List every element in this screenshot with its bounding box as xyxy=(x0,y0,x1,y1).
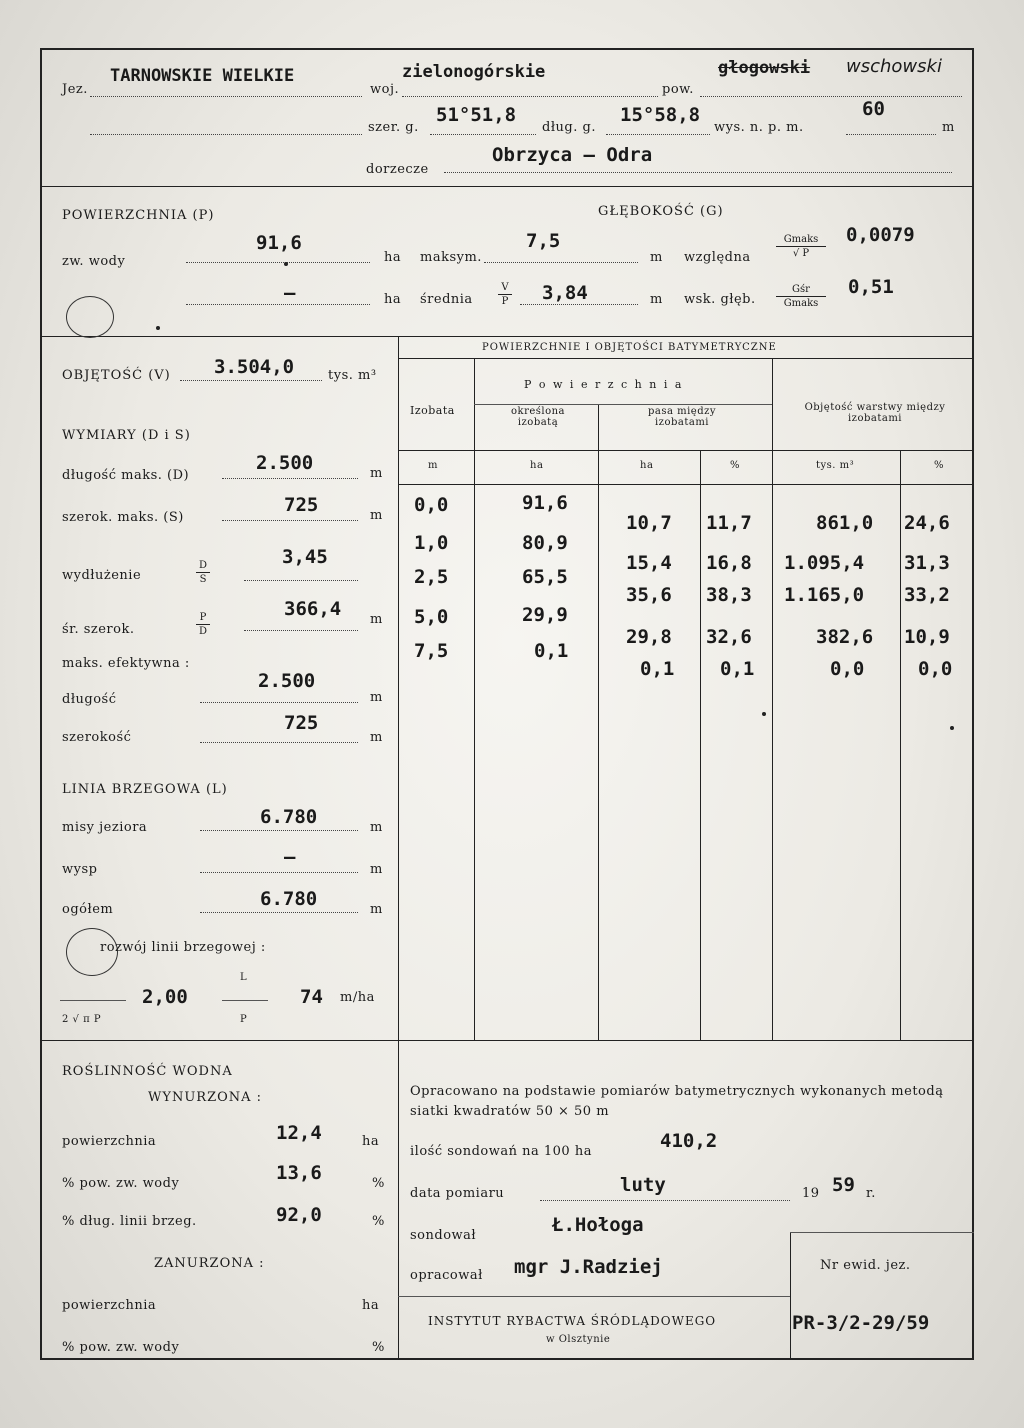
submerged-pct-label: % pow. zw. wody xyxy=(62,1340,180,1355)
area-1: 80,9 xyxy=(522,532,568,554)
development-label: rozwój linii brzegowej : xyxy=(100,940,266,955)
submerged-pct-unit: % xyxy=(372,1340,385,1355)
frac-gmaks: Gmaks xyxy=(783,298,819,309)
emergent-pct-area-label: % pow. zw. wody xyxy=(62,1176,180,1191)
basin: Obrzyca – Odra xyxy=(492,144,653,166)
bowl-shoreline: 6.780 xyxy=(260,806,318,828)
lake-name: TARNOWSKIE WIELKIE xyxy=(110,66,295,86)
mean-width-label: śr. szerok. xyxy=(62,622,135,637)
survey-date-label: data pomiaru xyxy=(410,1186,505,1201)
shoreline-title: LINIA BRZEGOWA (L) xyxy=(62,782,228,797)
survey-year: 59 xyxy=(832,1174,855,1196)
max-length-label: długość maks. (D) xyxy=(62,468,190,483)
band-ha-4: 0,1 xyxy=(640,658,675,680)
divider-vertical-main xyxy=(398,336,399,1040)
vol-pct-3: 10,9 xyxy=(904,626,950,648)
submerged-area-unit: ha xyxy=(362,1298,380,1313)
frac-numerator: Gmaks xyxy=(783,234,819,245)
col-area-band: pasa między izobatami xyxy=(647,406,717,428)
col-area-isobath: określona izobatą xyxy=(510,406,566,428)
jez-label: Jez. xyxy=(62,82,88,97)
divider-header xyxy=(40,186,974,187)
survey-month: luty xyxy=(620,1174,666,1196)
longitude: 15°58,8 xyxy=(620,104,701,126)
max-depth: 7,5 xyxy=(526,230,561,252)
emergent-pct-unit: % xyxy=(372,1176,385,1191)
isobath-2: 2,5 xyxy=(414,566,449,588)
bathy-title: POWIERZCHNIE I OBJĘTOŚCI BATYMETRYCZNE xyxy=(482,342,777,353)
col-area: P o w i e r z c h n i a xyxy=(524,378,684,391)
latitude-label: szer. g. xyxy=(368,120,419,135)
vol-pct-0: 24,6 xyxy=(904,512,950,534)
emergent-pct-shore-label: % dług. linii brzeg. xyxy=(62,1214,197,1229)
year-suffix: r. xyxy=(866,1186,876,1201)
relative-depth-label: względna xyxy=(684,250,751,265)
speck xyxy=(284,262,288,266)
frac-p: P xyxy=(501,296,509,307)
relative-depth: 0,0079 xyxy=(846,224,915,246)
band-pct-1: 16,8 xyxy=(706,552,752,574)
surveyed-by: Ł.Hołoga xyxy=(552,1214,644,1236)
district: głogowski xyxy=(718,58,811,78)
area-title: POWIERZCHNIA (P) xyxy=(62,208,215,223)
form-frame xyxy=(40,48,974,1360)
district-handwritten: wschowski xyxy=(846,56,942,77)
band-pct-3: 32,6 xyxy=(706,626,752,648)
effective-width: 725 xyxy=(284,712,319,734)
prepared-by-label: opracował xyxy=(410,1268,483,1283)
woj-label: woj. xyxy=(370,82,400,97)
unit-pct-vol: % xyxy=(934,460,945,471)
effective-label: maks. efektywna : xyxy=(62,656,190,671)
frac-s: S xyxy=(199,574,207,585)
vol-pct-4: 0,0 xyxy=(918,658,953,680)
islands-unit: m xyxy=(370,862,383,877)
isobath-0: 0,0 xyxy=(414,494,449,516)
isobath-4: 7,5 xyxy=(414,640,449,662)
effective-length-label: długość xyxy=(62,692,117,707)
vol-2: 1.165,0 xyxy=(784,584,865,606)
lp-value: 74 xyxy=(300,986,323,1008)
unit-ha: ha xyxy=(530,460,544,471)
frac-d-width: D xyxy=(198,626,208,637)
elevation: 60 xyxy=(862,98,885,120)
isobath-1: 1,0 xyxy=(414,532,449,554)
dimensions-title: WYMIARY (D i S) xyxy=(62,428,191,443)
mean-depth-fraction xyxy=(498,282,512,307)
punch-hole xyxy=(66,296,114,338)
lp-denominator: P xyxy=(240,1014,248,1025)
mean-depth-unit: m xyxy=(650,292,663,307)
frac-p-width: P xyxy=(199,612,207,623)
vol-pct-2: 33,2 xyxy=(904,584,950,606)
mean-depth-label: średnia xyxy=(420,292,473,307)
emergent-area-unit: ha xyxy=(362,1134,380,1149)
unit-m: m xyxy=(428,460,438,471)
unit-pct-band: % xyxy=(730,460,741,471)
max-depth-label: maksym. xyxy=(420,250,482,265)
total-unit: m xyxy=(370,902,383,917)
elongation: 3,45 xyxy=(282,546,328,568)
effective-length-unit: m xyxy=(370,690,383,705)
max-depth-unit: m xyxy=(650,250,663,265)
volume-label: OBJĘTOŚĆ (V) xyxy=(62,368,171,383)
depth-title: GŁĘBOKOŚĆ (G) xyxy=(598,204,724,219)
col-volume: Objętość warstwy między izobatami xyxy=(804,402,946,424)
registry-number: PR-3/2-29/59 xyxy=(792,1312,930,1334)
band-pct-2: 38,3 xyxy=(706,584,752,606)
total-shoreline: 6.780 xyxy=(260,888,318,910)
band-ha-3: 29,8 xyxy=(626,626,672,648)
frac-d: D xyxy=(198,560,208,571)
area-3: 29,9 xyxy=(522,604,568,626)
max-width: 725 xyxy=(284,494,319,516)
emergent-pct-area: 13,6 xyxy=(276,1162,322,1184)
frac-denominator: √ P xyxy=(792,248,810,259)
vol-4: 0,0 xyxy=(830,658,865,680)
vol-3: 382,6 xyxy=(816,626,874,648)
elevation-label: wys. n. p. m. xyxy=(714,120,804,135)
vol-pct-1: 31,3 xyxy=(904,552,950,574)
depth-index-fraction xyxy=(776,284,826,309)
speck xyxy=(950,726,954,730)
total-label: ogółem xyxy=(62,902,114,917)
island-area: – xyxy=(284,282,296,304)
latitude: 51°51,8 xyxy=(436,104,517,126)
max-length: 2.500 xyxy=(256,452,314,474)
voivodeship: zielonogórskie xyxy=(402,62,546,82)
vol-1: 1.095,4 xyxy=(784,552,865,574)
relative-depth-fraction xyxy=(776,234,826,259)
volume-unit: tys. m³ xyxy=(328,368,377,383)
band-ha-0: 10,7 xyxy=(626,512,672,534)
divider-area xyxy=(40,336,974,337)
table-title-line xyxy=(398,358,974,359)
prepared-by: mgr J.Radziej xyxy=(514,1256,663,1278)
vegetation-title: ROŚLINNOŚĆ WODNA xyxy=(62,1064,233,1079)
area-2: 65,5 xyxy=(522,566,568,588)
depth-index-label: wsk. głęb. xyxy=(684,292,756,307)
mean-width-unit: m xyxy=(370,612,383,627)
longitude-label: dług. g. xyxy=(542,120,596,135)
surveyed-by-label: sondował xyxy=(410,1228,477,1243)
vol-0: 861,0 xyxy=(816,512,874,534)
max-width-unit: m xyxy=(370,508,383,523)
lp-unit: m/ha xyxy=(340,990,375,1005)
water-area-unit: ha xyxy=(384,250,402,265)
band-pct-0: 11,7 xyxy=(706,512,752,534)
pow-label: pow. xyxy=(662,82,694,97)
submerged-title: ZANURZONA : xyxy=(154,1256,265,1271)
registry-label: Nr ewid. jez. xyxy=(820,1258,911,1273)
effective-width-unit: m xyxy=(370,730,383,745)
soundings-value: 410,2 xyxy=(660,1130,718,1152)
depth-index: 0,51 xyxy=(848,276,894,298)
development-denominator: 2 √ π P xyxy=(62,1014,102,1025)
frac-v: V xyxy=(501,282,509,293)
volume-value: 3.504,0 xyxy=(214,356,295,378)
mean-depth: 3,84 xyxy=(542,282,588,304)
islands-label: wysp xyxy=(62,862,98,877)
band-pct-4: 0,1 xyxy=(720,658,755,680)
unit-tys: tys. m³ xyxy=(816,460,855,471)
band-ha-1: 15,4 xyxy=(626,552,672,574)
submerged-area-label: powierzchnia xyxy=(62,1298,157,1313)
speck xyxy=(156,326,160,330)
elongation-fraction xyxy=(196,560,210,585)
effective-width-label: szerokość xyxy=(62,730,132,745)
mean-width: 366,4 xyxy=(284,598,342,620)
effective-length: 2.500 xyxy=(258,670,316,692)
bowl-label: misy jeziora xyxy=(62,820,148,835)
unit-ha-band: ha xyxy=(640,460,654,471)
water-area-label: zw. wody xyxy=(62,254,126,269)
institute-city: w Olsztynie xyxy=(546,1334,611,1345)
area-4: 0,1 xyxy=(534,640,569,662)
col-isobath: Izobata xyxy=(410,404,455,417)
elongation-label: wydłużenie xyxy=(62,568,142,583)
soundings-label: ilość sondowań na 100 ha xyxy=(410,1144,592,1159)
max-length-unit: m xyxy=(370,466,383,481)
institute-name: INSTYTUT RYBACTWA ŚRÓDLĄDOWEGO xyxy=(428,1314,717,1328)
elevation-unit: m xyxy=(942,120,955,135)
emergent-area: 12,4 xyxy=(276,1122,322,1144)
survey-note: Opracowano na podstawie pomiarów batymetrycznych wykonanych metodą siatki kwadratów 50 × 50 m xyxy=(410,1084,944,1119)
emergent-area-label: powierzchnia xyxy=(62,1134,157,1149)
speck xyxy=(762,712,766,716)
island-area-unit: ha xyxy=(384,292,402,307)
emergent-pct-shore: 92,0 xyxy=(276,1204,322,1226)
divider-main xyxy=(40,1040,974,1041)
mean-width-fraction xyxy=(196,612,210,637)
divider-vertical-bottom xyxy=(398,1040,399,1360)
water-area: 91,6 xyxy=(256,232,302,254)
area-0: 91,6 xyxy=(522,492,568,514)
emergent-title: WYNURZONA : xyxy=(148,1090,263,1105)
isobath-3: 5,0 xyxy=(414,606,449,628)
bowl-unit: m xyxy=(370,820,383,835)
development-value: 2,00 xyxy=(142,986,188,1008)
max-width-label: szerok. maks. (S) xyxy=(62,510,184,525)
emergent-pct-shore-unit: % xyxy=(372,1214,385,1229)
basin-label: dorzecze xyxy=(366,162,429,177)
lp-numerator: L xyxy=(240,972,248,983)
band-ha-2: 35,6 xyxy=(626,584,672,606)
year-prefix: 19 xyxy=(802,1186,820,1201)
frac-gsr: Gśr xyxy=(792,284,810,295)
islands-shoreline: – xyxy=(284,846,296,868)
